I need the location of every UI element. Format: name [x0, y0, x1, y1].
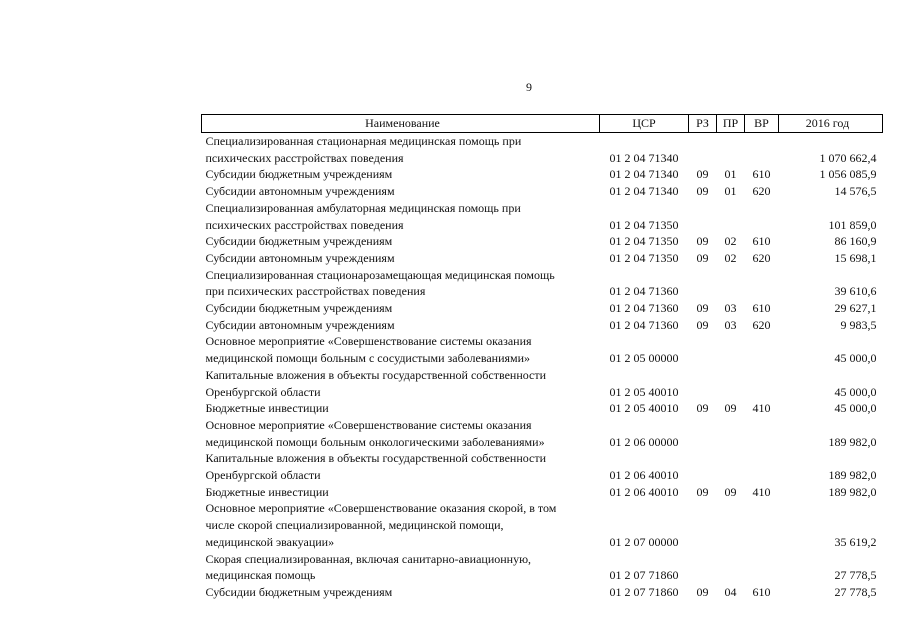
table-row — [202, 500, 883, 550]
row-rz: 09 — [696, 484, 709, 499]
row-csr: 01 2 04 71350 — [609, 217, 679, 232]
table-body — [202, 133, 883, 601]
table-row — [202, 166, 883, 183]
row-name-line: Основное мероприятие «Совершенствование системы оказания — [205, 417, 532, 432]
row-vr: 620 — [752, 184, 771, 199]
row-name-line: медицинская помощь — [205, 568, 316, 583]
row-sum: 45 000,0 — [834, 384, 877, 399]
row-name-line: Бюджетные инвестиции — [205, 401, 329, 416]
row-sum: 27 778,5 — [834, 568, 877, 583]
row-name — [202, 551, 600, 584]
header-year: 2016 год — [779, 115, 883, 133]
table-row — [202, 417, 883, 450]
row-rz — [689, 267, 717, 300]
row-name — [202, 233, 600, 250]
row-name-line: числе скорой специализированной, медицинской помощи, — [205, 518, 504, 533]
row-pr — [717, 333, 745, 366]
row-name — [202, 183, 600, 200]
row-vr: 610 — [752, 167, 771, 182]
header-rz: РЗ — [689, 115, 717, 133]
row-vr: 620 — [752, 317, 771, 332]
row-sum: 189 982,0 — [828, 484, 877, 499]
row-rz — [689, 450, 717, 483]
row-name-line: Субсидии бюджетным учреждениям — [205, 301, 393, 316]
row-vr: 610 — [752, 584, 771, 599]
row-pr: 02 — [724, 250, 737, 265]
row-name-line: Капитальные вложения в объекты государственной собственности — [205, 451, 547, 466]
row-name — [202, 250, 600, 267]
row-vr: 410 — [752, 401, 771, 416]
row-rz — [689, 133, 717, 167]
row-vr — [745, 500, 779, 550]
row-vr — [745, 133, 779, 167]
row-pr: 01 — [724, 184, 737, 199]
row-vr — [745, 267, 779, 300]
row-sum: 9 983,5 — [840, 317, 877, 332]
row-name-line: психических расстройствах поведения — [205, 217, 404, 232]
row-name — [202, 267, 600, 300]
row-csr: 01 2 05 40010 — [609, 401, 679, 416]
row-name-line: Скорая специализированная, включая санитарно-авиационную, — [205, 551, 532, 566]
row-name-line: Капитальные вложения в объекты государственной собственности — [205, 367, 547, 382]
row-rz: 09 — [696, 234, 709, 249]
row-pr: 02 — [724, 234, 737, 249]
row-name-line: Основное мероприятие «Совершенствование оказания скорой, в том — [205, 501, 557, 516]
page-number: 9 — [526, 80, 532, 94]
row-name-line: Оренбургской области — [205, 468, 321, 483]
row-sum: 29 627,1 — [834, 301, 877, 316]
table-row — [202, 233, 883, 250]
row-rz — [689, 200, 717, 233]
row-csr: 01 2 05 00000 — [609, 351, 679, 366]
table-header-row — [202, 115, 883, 133]
row-sum: 39 610,6 — [834, 284, 877, 299]
row-rz — [689, 417, 717, 450]
row-pr — [717, 200, 745, 233]
row-name-line: Субсидии бюджетным учреждениям — [205, 167, 393, 182]
row-sum: 86 160,9 — [834, 234, 877, 249]
row-sum: 1 070 662,4 — [819, 150, 877, 165]
row-pr: 04 — [724, 584, 737, 599]
row-rz: 09 — [696, 301, 709, 316]
row-vr — [745, 333, 779, 366]
table-row — [202, 484, 883, 501]
table-row — [202, 300, 883, 317]
row-vr: 620 — [752, 250, 771, 265]
row-name-line: Специализированная стационарная медицинская помощь при — [205, 134, 522, 148]
row-sum: 15 698,1 — [834, 250, 877, 265]
header-vr: ВР — [745, 115, 779, 133]
row-pr: 01 — [724, 167, 737, 182]
row-csr: 01 2 06 40010 — [609, 484, 679, 499]
row-rz — [689, 500, 717, 550]
row-pr — [717, 367, 745, 400]
row-name — [202, 500, 600, 550]
row-rz: 09 — [696, 184, 709, 199]
table-row — [202, 317, 883, 334]
row-csr: 01 2 04 71350 — [609, 250, 679, 265]
row-name — [202, 484, 600, 501]
row-rz: 09 — [696, 317, 709, 332]
row-rz — [689, 367, 717, 400]
row-csr: 01 2 05 40010 — [609, 384, 679, 399]
row-vr: 610 — [752, 301, 771, 316]
row-name — [202, 166, 600, 183]
row-name-line: Специализированная амбулаторная медицинская помощь при — [205, 200, 521, 215]
row-vr — [745, 450, 779, 483]
row-csr: 01 2 04 71340 — [609, 184, 679, 199]
row-pr: 09 — [724, 401, 737, 416]
row-vr: 610 — [752, 234, 771, 249]
row-vr — [745, 200, 779, 233]
row-rz: 09 — [696, 584, 709, 599]
row-sum: 101 859,0 — [828, 217, 877, 232]
row-pr: 09 — [724, 484, 737, 499]
row-name — [202, 417, 600, 450]
row-csr: 01 2 06 40010 — [609, 468, 679, 483]
table-row — [202, 551, 883, 584]
header-csr: ЦСР — [600, 115, 689, 133]
row-rz: 09 — [696, 167, 709, 182]
row-csr: 01 2 04 71350 — [609, 234, 679, 249]
row-pr — [717, 267, 745, 300]
table-row — [202, 267, 883, 300]
row-name — [202, 584, 600, 601]
row-name-line: Субсидии автономным учреждениям — [205, 250, 395, 265]
row-sum: 1 056 085,9 — [819, 167, 877, 182]
row-pr — [717, 133, 745, 167]
row-vr: 410 — [752, 484, 771, 499]
row-csr: 01 2 04 71340 — [609, 167, 679, 182]
row-csr: 01 2 07 71860 — [609, 568, 679, 583]
row-name-line: медицинской помощи больным с сосудистыми заболеваниями» — [205, 351, 531, 366]
row-csr: 01 2 04 71360 — [609, 284, 679, 299]
row-sum: 35 619,2 — [834, 534, 877, 549]
table-row — [202, 183, 883, 200]
row-name — [202, 200, 600, 233]
row-name — [202, 367, 600, 400]
row-vr — [745, 417, 779, 450]
header-pr: ПР — [717, 115, 745, 133]
table-row — [202, 250, 883, 267]
table-row — [202, 584, 883, 601]
row-pr — [717, 450, 745, 483]
table-row — [202, 450, 883, 483]
row-csr: 01 2 07 71860 — [609, 584, 679, 599]
budget-table — [201, 114, 883, 601]
row-name-line: Субсидии автономным учреждениям — [205, 184, 395, 199]
row-csr: 01 2 04 71360 — [609, 317, 679, 332]
row-name-line: Оренбургской области — [205, 384, 321, 399]
row-pr — [717, 551, 745, 584]
row-name-line: Субсидии автономным учреждениям — [205, 317, 395, 332]
row-pr: 03 — [724, 301, 737, 316]
row-csr: 01 2 04 71340 — [609, 150, 679, 165]
row-sum: 189 982,0 — [828, 468, 877, 483]
row-sum: 45 000,0 — [834, 401, 877, 416]
table-row — [202, 133, 883, 167]
row-name — [202, 450, 600, 483]
row-name — [202, 333, 600, 366]
table-row — [202, 200, 883, 233]
row-name-line: медицинской помощи больным онкологическими заболеваниями» — [205, 434, 545, 449]
header-name: Наименование — [202, 115, 600, 133]
row-rz — [689, 551, 717, 584]
row-rz: 09 — [696, 250, 709, 265]
table-row — [202, 367, 883, 400]
row-name-line: при психических расстройствах поведения — [205, 284, 426, 299]
table-row — [202, 333, 883, 366]
row-name-line: Специализированная стационарозамещающая медицинская помощь — [205, 267, 555, 282]
row-pr — [717, 417, 745, 450]
row-rz — [689, 333, 717, 366]
row-vr — [745, 551, 779, 584]
row-name-line: Субсидии бюджетным учреждениям — [205, 234, 393, 249]
row-pr — [717, 500, 745, 550]
row-name-line: Основное мероприятие «Совершенствование системы оказания — [205, 334, 532, 349]
row-name — [202, 133, 600, 167]
row-name — [202, 317, 600, 334]
row-sum: 45 000,0 — [834, 351, 877, 366]
row-name-line: психических расстройствах поведения — [205, 150, 404, 165]
row-name — [202, 300, 600, 317]
row-name-line: Субсидии бюджетным учреждениям — [205, 584, 393, 599]
row-csr: 01 2 04 71360 — [609, 301, 679, 316]
row-pr: 03 — [724, 317, 737, 332]
row-sum: 27 778,5 — [834, 584, 877, 599]
row-sum: 14 576,5 — [834, 184, 877, 199]
row-name — [202, 400, 600, 417]
row-csr: 01 2 07 00000 — [609, 534, 679, 549]
row-sum: 189 982,0 — [828, 434, 877, 449]
row-name-line: медицинской эвакуации» — [205, 534, 335, 549]
row-csr: 01 2 06 00000 — [609, 434, 679, 449]
table-row — [202, 400, 883, 417]
row-vr — [745, 367, 779, 400]
row-rz: 09 — [696, 401, 709, 416]
row-name-line: Бюджетные инвестиции — [205, 484, 329, 499]
